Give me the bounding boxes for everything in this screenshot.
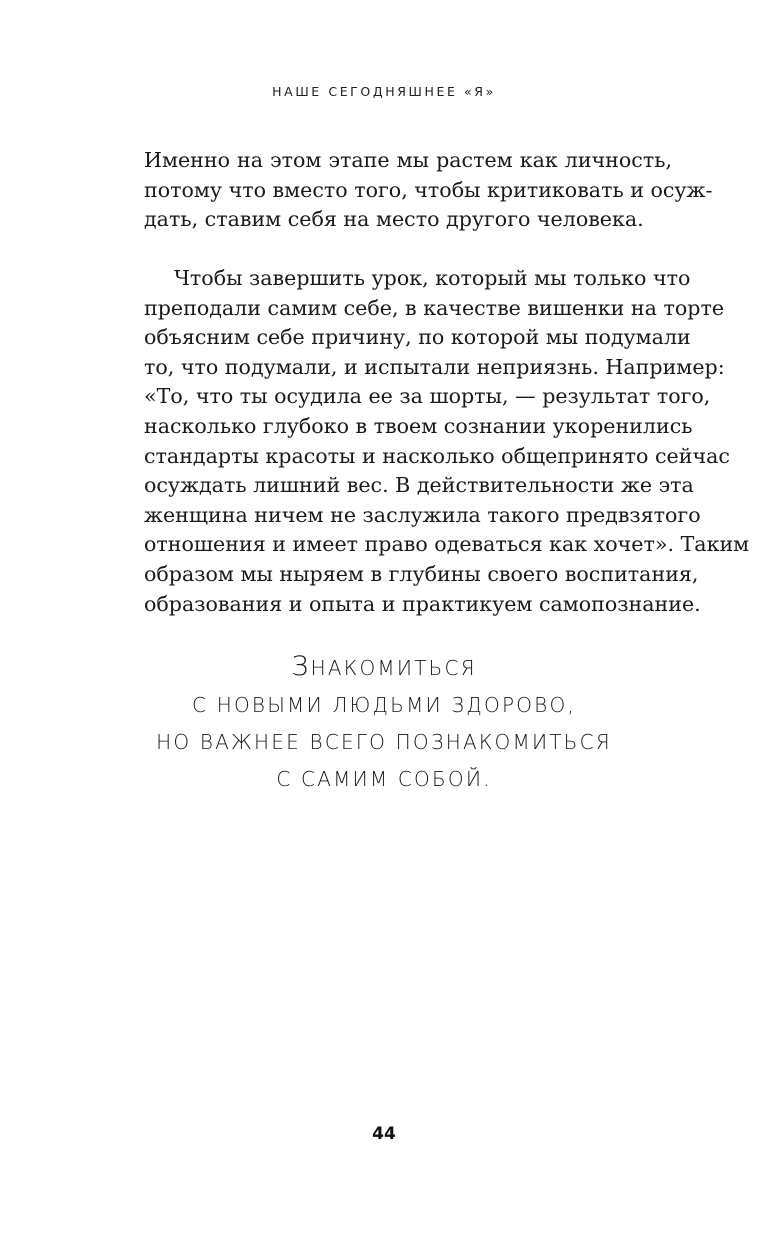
quote-line: НО ВАЖНЕЕ ВСЕГО ПОЗНАКОМИТЬСЯ xyxy=(156,730,612,754)
text-line: то, что подумали, и испытали неприязнь. Например: xyxy=(144,354,725,379)
text-line: женщина ничем не заслужила такого предвзятого xyxy=(144,502,701,527)
running-head: НАШЕ СЕГОДНЯШНЕЕ «Я» xyxy=(272,84,496,99)
text-line: осуждать лишний вес. В действительности же эта xyxy=(144,473,694,498)
text-line: Чтобы завершить урок, который мы только что xyxy=(174,266,691,290)
text-line: стандарты красоты и насколько общепринято сейчас xyxy=(144,443,730,468)
text-line: преподали самим себе, в качестве вишенки на торте xyxy=(144,295,725,320)
text-line: дать, ставим себя на место другого человека. xyxy=(144,207,644,232)
text-line: объясним себе причину, по которой мы подумали xyxy=(144,325,691,350)
text-line: потому что вместо того, чтобы критиковать и осуж- xyxy=(144,177,713,202)
text-line: образом мы ныряем в глубины своего воспитания, xyxy=(144,561,699,586)
paragraph-2 xyxy=(144,264,750,619)
paragraph-1 xyxy=(144,146,713,235)
text-line: Именно на этом этапе мы растем как личность, xyxy=(144,148,672,172)
text-line: образования и опыта и практикуем самопознание. xyxy=(144,591,701,616)
text-line: отношения и имеет право одеваться как хочет». Таким xyxy=(144,532,750,557)
text-line: «То, что ты осудила ее за шорты, — результат того, xyxy=(144,384,711,409)
pull-quote xyxy=(0,648,768,798)
quote-line: С САМИМ СОБОЙ. xyxy=(276,767,492,791)
quote-line: ЗНАКОМИТЬСЯ xyxy=(291,651,477,682)
text-line: насколько глубоко в твоем сознании укоренились xyxy=(144,413,693,438)
quote-line: С НОВЫМИ ЛЮДЬМИ ЗДОРОВО, xyxy=(192,693,576,717)
page-number: 44 xyxy=(372,1124,396,1144)
